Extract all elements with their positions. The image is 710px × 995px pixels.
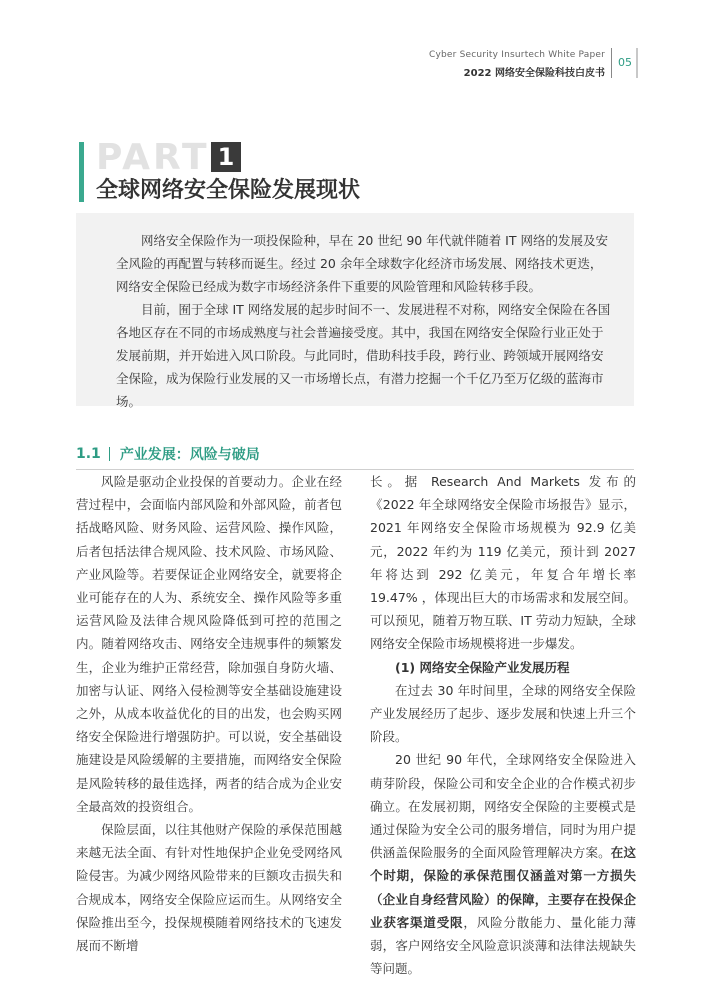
section-heading xyxy=(76,443,260,465)
header-en-title: Cyber Security Insurtech White Paper xyxy=(429,50,605,60)
section-title: 产业发展：风险与破局 xyxy=(119,447,260,463)
part-title: 全球网络安全保险发展现状 xyxy=(96,178,361,203)
body-paragraph xyxy=(370,748,636,980)
intro-paragraph-1: 网络安全保险作为一项投保险种，早在 20 世纪 90 年代就伴随着 IT 网络的发展及安全风险的再配置与转移而诞生。经过 20 余年全球数字化经济市场发展、网络技术更迭，网络安全保险已经成为数字市场经济条件下重要的风险管理和风险转移手段。 xyxy=(116,233,608,294)
body-paragraph: 长。据 Research And Markets 发布的《2022 年全球网络安全保险市场报告》显示，2021 年网络安全保险市场规模为 92.9 亿美元，2022 年约为 119 亿美元，预计到 2027 年将达到 292 亿美元，年复合年增长率 19.47% ，体现出巨大的市场需求和发展空间。可以预见，随着万物互联、IT 劳动力短缺，全球网络安全保险市场规模将进一步爆发。 xyxy=(370,474,636,652)
body-text-bold: 在这个时期，保险的承保范围仅涵盖对第一方损失（企业自身经营风险）的保障，主要存在投保企业获客渠道受限 xyxy=(370,845,636,930)
body-column-left xyxy=(76,470,342,957)
part-label: PART xyxy=(96,137,210,178)
page-number: 05 xyxy=(618,56,632,69)
intro-summary-box xyxy=(76,213,634,409)
body-paragraph: 保险层面，以往其他财产保险的承保范围越来越无法全面、有针对性地保护企业免受网络风险侵害。为减少网络风险带来的巨额攻击损失和合规成本，网络安全保险应运而生。从网络安全保险推出至今，投保规模随着网络技术的飞速发展而不断增 xyxy=(76,822,342,954)
header-divider xyxy=(611,48,612,78)
page-edge-mark xyxy=(636,48,638,78)
body-text: ，风险分散能力、量化能力薄弱，客户网络安全风险意识淡薄和法律法规缺失等问题。 xyxy=(370,914,636,977)
header-cn-title: 2022 网络安全保险科技白皮书 xyxy=(463,68,605,79)
intro-paragraph-2: 目前，囿于全球 IT 网络发展的起步时间不一、发展进程不对称，网络安全保险在各国各地区存在不同的市场成熟度与社会普遍接受度。其中，我国在网络安全保险行业正处于发展前期，并开始进入风口阶段。与此同时，借助科技手段，跨行业、跨领域开展网络安全保险，成为保险行业发展的又一市场增长点，有潜力挖掘一个千亿乃至万亿级的蓝海市场。 xyxy=(116,302,611,409)
body-paragraph: 在过去 30 年时间里，全球的网络安全保险产业发展经历了起步、逐步发展和快速上升三个阶段。 xyxy=(370,682,636,745)
body-column-right xyxy=(370,470,636,980)
subsection-heading: (1) 网络安全保险产业发展历程 xyxy=(395,659,570,675)
body-paragraph: 风险是驱动企业投保的首要动力。企业在经营过程中，会面临内部风险和外部风险，前者包括战略风险、财务风险、运营风险、操作风险，后者包括法律合规风险、技术风险、市场风险、产业风险等。若要保证企业网络安全，就要将企业可能存在的人为、系统安全、操作风险等多重运营风险及法律合规风险降低到可控的范围之内。随着网络攻击、网络安全违规事件的频繁发生，企业为维护正常经营，除加强自身防火墙、加密与认证、网络入侵检测等安全基础设施建设之外，从成本收益优化的目的出发，也会购买网络安全保险进行增强防护。可以说，安全基础设施建设是风险缓解的主要措施，而网络安全保险是风险转移的最佳选择，两者的结合成为企业安全最高效的投资组合。 xyxy=(76,474,342,814)
section-number: 1.1 xyxy=(76,446,101,462)
part-number-badge: 1 xyxy=(211,142,241,172)
body-text: 20 世纪 90 年代，全球网络安全保险进入萌芽阶段，保险公司和安全企业的合作模式初步确立。在发展初期，网络安全保险的主要模式是通过保险为安全公司的服务增信，同时为用户提供涵盖保险服务的全面风险管理解决方案。 xyxy=(370,752,636,861)
part-accent-bar xyxy=(79,142,84,202)
section-separator xyxy=(109,447,110,461)
